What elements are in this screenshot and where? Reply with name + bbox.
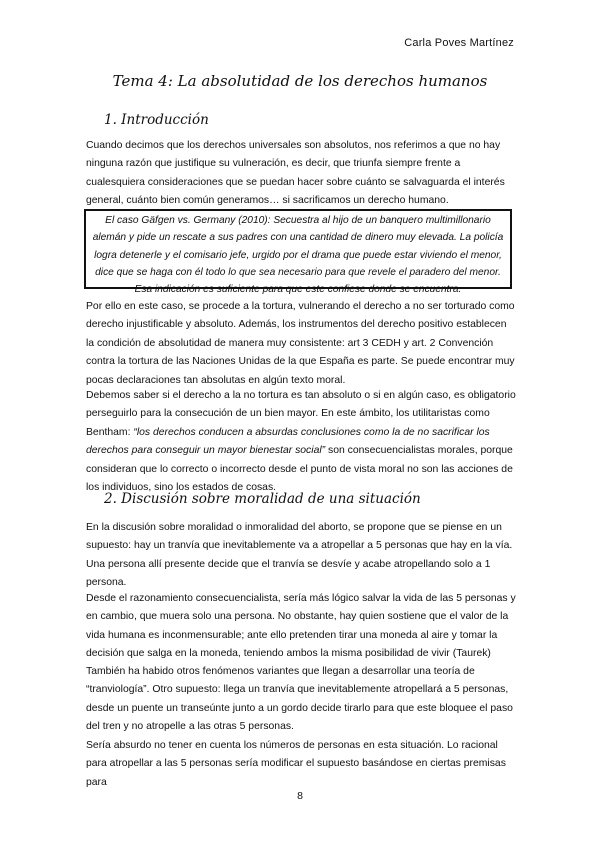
- paragraph-5: [86, 590, 516, 664]
- paragraph-6: [86, 663, 516, 737]
- header-author: Carla Poves Martínez: [404, 37, 514, 49]
- page-number: 8: [297, 790, 303, 802]
- section-heading-1: 1. Introducción: [104, 112, 209, 128]
- paragraph-6-text: También ha habido otros fenómenos variantes que llegan a desarrollar una teoría de “tranviología”. Otro supuesto: llega un tranvía que inevitablemente atropellará a 5 personas, desde un puente un transeúnte junto a un gordo decide tirarlo para que este bloquee el paso del tren y no atropelle a las otras 5 personas.: [86, 666, 513, 733]
- section-heading-2: 2. Discusión sobre moralidad de una situación: [104, 491, 421, 507]
- paragraph-3: [86, 387, 516, 497]
- paragraph-intro-text: Cuando decimos que los derechos universales son absolutos, nos referimos a que no hay ninguna razón que justifique su vulneración, es decir, que triunfa siempre frente a cualesquiera consideraciones que se puedan hacer sobre cuánto se salvaguarda el interés general, cuánto bien común generamos… si sacrificamos un derecho humano.: [86, 140, 505, 207]
- bentham-quote: “los derechos conducen a absurdas conclusiones como la de no sacrificar los derechos para conseguir un mayor bienestar social”: [86, 426, 490, 457]
- paragraph-4-text: En la discusión sobre moralidad o inmoralidad del aborto, se propone que se piense en un supuesto: hay un tranvía que inevitablemente va a atropellar a 5 personas que hay en la vía. Una persona allí presente decide que el tranvía se desvíe y acabe atropellando solo a 1 persona.: [86, 522, 513, 589]
- case-box: [84, 209, 512, 296]
- page-title: Tema 4: La absolutidad de los derechos humanos: [112, 72, 488, 90]
- paragraph-2: [86, 298, 516, 390]
- paragraph-7-text: Sería absurdo no tener en cuenta los números de personas en esta situación. Lo racional para atropellar a las 5 personas sería modificar el supuesto basándose en ciertas premisas para: [86, 740, 506, 788]
- paragraph-3-part-b: son consecuencialistas morales, porque consideran que lo correcto o incorrecto desde el punto de vista moral no son las acciones de los individuos, sino los estados de cosas.: [86, 445, 513, 494]
- paragraph-intro: [86, 137, 516, 211]
- paragraph-7: [86, 737, 516, 792]
- paragraph-4: [86, 519, 516, 593]
- paragraph-3-text: [86, 387, 516, 497]
- case-box-text: El caso Gäfgen vs. Germany (2010): Secuestra al hijo de un banquero multimillonario alemán y pide un rescate a sus padres con una cantidad de dinero muy elevada. La policía logra detenerle y el comisario jefe, urgido por el drama que puede estar viviendo el menor, dice que se haga con él todo lo que sea necesario para que revele el paradero del menor. Esa indicación es suficiente para que este confiese donde se encuentra.: [92, 215, 504, 296]
- paragraph-2-text: Por ello en este caso, se procede a la tortura, vulnerando el derecho a no ser torturado como derecho injustificable y absoluto. Además, los instrumentos del derecho positivo establecen la condición de absolutidad de manera muy consistente: art 3 CEDH y art. 2 Convención contra la tortura de las Naciones Unidas de la que España es parte. Se puede encontrar muy pocas declaraciones tan absolutas en algún texto moral.: [86, 301, 515, 386]
- paragraph-3-part-a: Debemos saber si el derecho a la no tortura es tan absoluto o si en algún caso, es obligatorio perseguirlo para la consecución de un bien mayor. En este ámbito, los utilitaristas como Bentham:: [86, 390, 516, 438]
- paragraph-5-text: Desde el razonamiento consecuencialista, sería más lógico salvar la vida de las 5 personas y en cambio, que muera solo una persona. No obstante, hay quien sostiene que el valor de la vida humana es inconmensurable; ante ello pretenden tirar una moneda al aire y tomar la decisión que salga en la moneda, teniendo ambos la misma posibilidad de vivir (Taurek): [86, 593, 516, 660]
